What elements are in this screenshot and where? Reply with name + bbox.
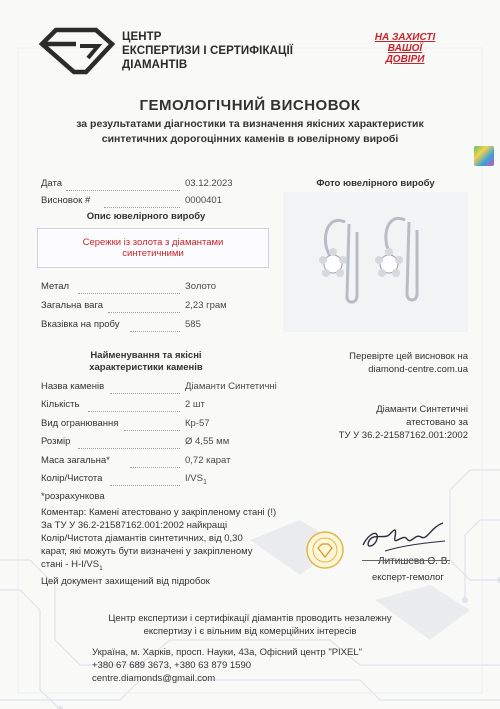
date-label: Дата <box>41 178 63 189</box>
cert-line3: ТУ У 36.2-21587162.001:2002 <box>338 430 468 441</box>
stone-name-label: Назва каменів <box>41 381 105 392</box>
divider <box>104 206 180 208</box>
stone-name-value: Діаманти Синтетичні <box>185 381 277 392</box>
slogan <box>365 32 445 65</box>
diamond-logo-icon <box>38 26 116 76</box>
divider <box>108 311 180 313</box>
email-link[interactable]: centre.diamonds@gmail.com <box>92 673 216 684</box>
signature-icon <box>355 515 450 560</box>
stones-heading-line1: Найменування та якісні <box>90 350 202 361</box>
phone-line: +380 67 689 3673, +380 63 879 1590 <box>92 660 252 671</box>
comment-line5 <box>41 559 103 572</box>
verify-line1: Перевірте цей висновок на <box>349 351 468 362</box>
divider <box>130 466 180 468</box>
metal-label: Метал <box>41 281 70 292</box>
org-name <box>122 30 293 72</box>
stones-heading-line2: характеристики каменів <box>89 362 203 373</box>
description-box <box>37 228 269 268</box>
date-value: 03.12.2023 <box>185 178 233 189</box>
org-name-line3: ДІАМАНТІВ <box>122 59 188 71</box>
expert-name: Литишева О. В. <box>378 556 451 567</box>
color-clarity-value <box>185 473 207 486</box>
about-line2: експертизу і є вільним від комерційних інтересів <box>143 626 357 637</box>
weight-value: 2,23 грам <box>185 300 227 311</box>
description-line2: синтетичними <box>122 248 184 259</box>
number-label: Висновок # <box>41 195 91 206</box>
slogan-line1: НА ЗАХИСТІ <box>374 32 436 43</box>
protection-note: Цей документ захищений від підробок <box>41 576 210 587</box>
about-line1: Центр експертизи і сертифікації діамантів проводить незалежну <box>108 613 392 624</box>
divider <box>78 447 180 449</box>
divider <box>124 429 180 431</box>
comment-line5-text: стані - H-I/VS <box>41 559 100 570</box>
color-clarity-label: Колір/Чистота <box>41 473 103 484</box>
description-heading: Опис ювелірного виробу <box>86 211 206 222</box>
stones-heading <box>41 350 251 374</box>
footnote: *розрахункова <box>41 491 105 502</box>
divider <box>362 560 450 561</box>
size-label: Розмір <box>41 436 71 447</box>
description-line1: Сережки із золота з діамантами <box>82 237 224 248</box>
slogan-line2: ВАШОЇ <box>387 43 423 54</box>
color-clarity-sub: 1 <box>202 478 207 486</box>
stone-count-value: 2 шт <box>185 399 205 410</box>
hologram-sticker-icon <box>474 146 494 166</box>
probe-value: 585 <box>185 319 201 330</box>
comment-line2: За ТУ У 36.2-21587162.001:2002 найкращі <box>41 520 228 531</box>
org-name-line2: ЕКСПЕРТИЗИ І СЕРТИФІКАЦІЇ <box>122 45 294 57</box>
cert-line1: Діаманти Синтетичні <box>376 404 468 415</box>
comment-line4: карат, які можуть бути визначені у закріпленому <box>41 546 253 557</box>
divider <box>110 392 180 394</box>
stone-count-label: Кількість <box>41 399 80 410</box>
cut-label: Вид огранювання <box>41 418 119 429</box>
cut-value: Кр-57 <box>185 418 210 429</box>
weight-label: Загальна вага <box>41 300 103 311</box>
probe-label: Вказівка на пробу <box>41 319 120 330</box>
org-name-line1: ЦЕНТР <box>122 31 162 43</box>
metal-value: Золото <box>185 281 217 292</box>
divider <box>78 292 180 294</box>
seal-stamp-icon <box>305 530 345 570</box>
divider <box>130 330 180 332</box>
document-subtitle-line1: за результатами діагностики та визначення якісних характеристик <box>76 118 424 130</box>
verify-link[interactable]: diamond-centre.com.ua <box>368 364 468 375</box>
earrings-image <box>283 192 468 332</box>
expert-role: експерт-гемолог <box>372 572 444 583</box>
slogan-line3: ДОВІРИ <box>385 54 425 65</box>
document-title: ГЕМОЛОГІЧНИЙ ВИСНОВОК <box>139 97 361 114</box>
comment-line5-sub: 1 <box>99 564 103 572</box>
cert-line2: атестовано за <box>406 417 468 428</box>
address-line1: Україна, м. Харків, просп. Науки, 43а, Офісний центр "PIXEL" <box>92 647 363 658</box>
divider <box>88 410 180 412</box>
divider <box>110 484 180 486</box>
comment-line1: Коментар: Камені атестовано у закріпленому стані (!) <box>41 507 277 518</box>
document-subtitle-line2: синтетичних дорогоцінних каменів в ювелірному виробі <box>101 133 399 145</box>
jewelry-photo <box>283 192 468 332</box>
comment-line3: Колір/Чистота діамантів синтетичних, від 0,30 <box>41 533 243 544</box>
color-clarity-text: I/VS <box>185 473 203 484</box>
photo-heading: Фото ювелірного виробу <box>316 178 435 189</box>
mass-value: 0,72 карат <box>185 455 231 466</box>
divider <box>66 189 180 191</box>
size-value: Ø 4,55 мм <box>185 436 230 447</box>
number-value: 0000401 <box>185 195 222 206</box>
mass-label: Маса загальна* <box>41 455 110 466</box>
